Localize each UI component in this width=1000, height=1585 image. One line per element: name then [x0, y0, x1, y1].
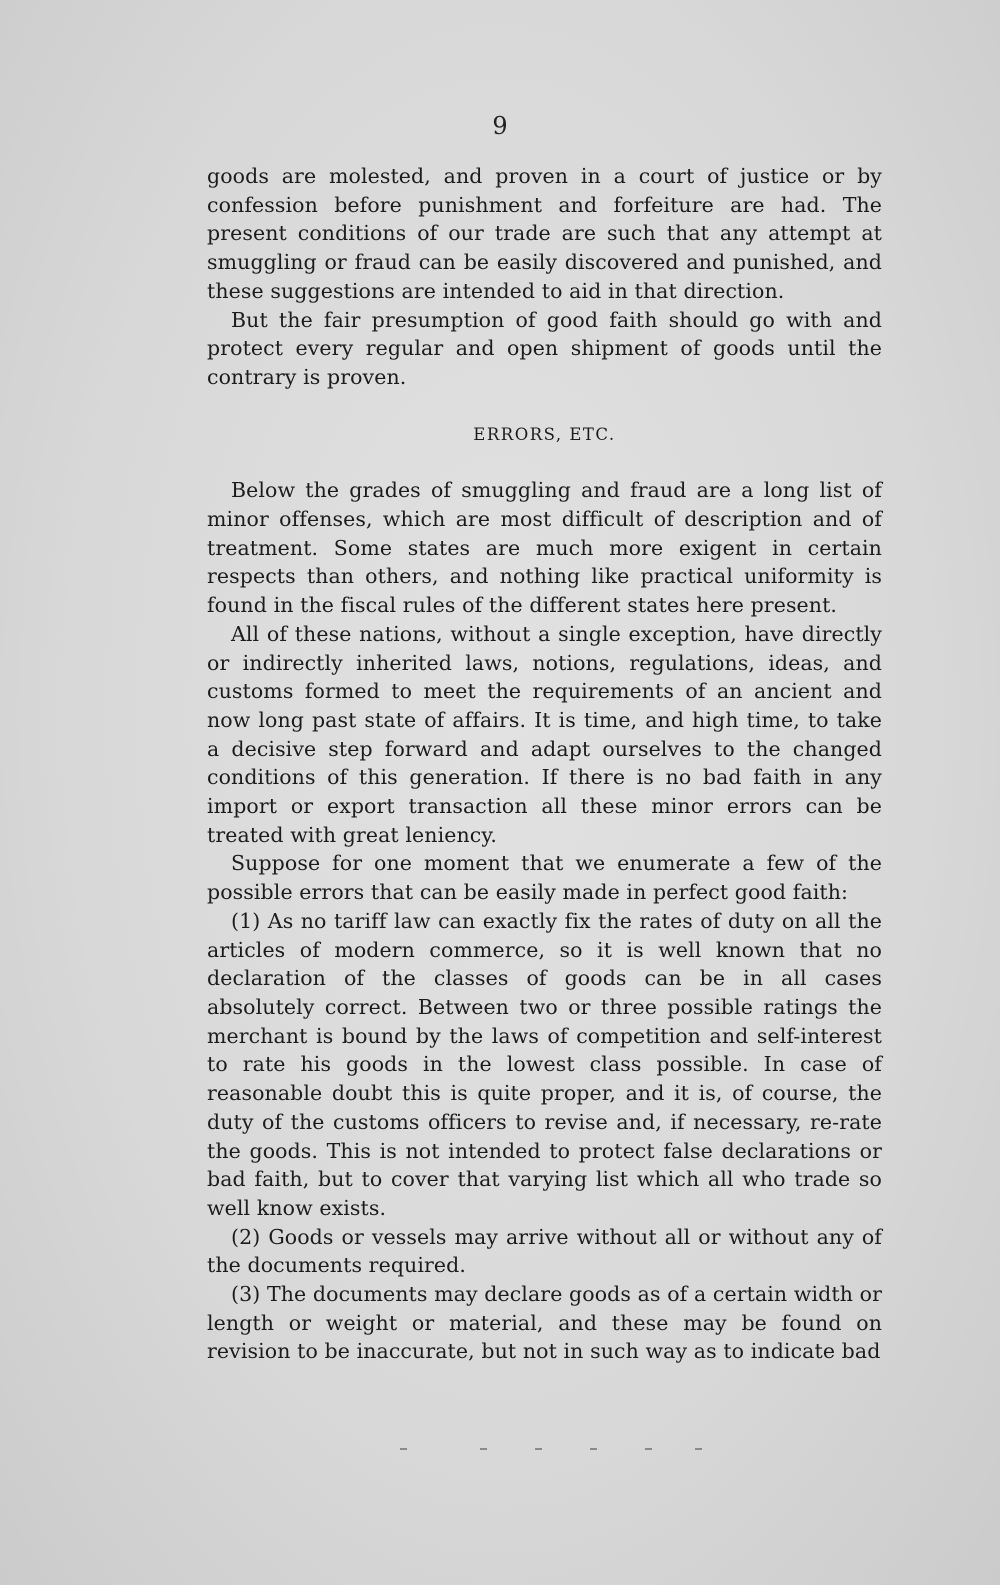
- speck: [695, 1448, 702, 1450]
- speck: [400, 1448, 407, 1450]
- print-specks: [390, 1440, 720, 1460]
- speck: [535, 1448, 542, 1450]
- section-heading: ERRORS, ETC.: [473, 424, 616, 444]
- paragraph-nations: All of these nations, without a single exception, have directly or indirectly inherited laws, notions, regulations, ideas, and customs formed to meet the requirements of an ancient and now long past state of affairs. It is time, and high time, to take a decisive step forward and adapt ourselves to the changed conditions of this generation. If there is no bad faith in any import or export transaction all these minor errors can be treated with great leniency.: [207, 621, 882, 847]
- paragraph-fair-presumption: But the fair presumption of good faith should go with and protect every regular and open shipment of goods until the contrary is proven.: [207, 307, 882, 389]
- speck: [480, 1448, 487, 1450]
- paragraph-suppose: Suppose for one moment that we enumerate a few of the possible errors that can be easily made in perfect good faith:: [207, 851, 882, 905]
- paragraph-item-2: (2) Goods or vessels may arrive without all or without any of the documents required.: [207, 1224, 882, 1278]
- speck: [590, 1448, 597, 1450]
- paragraph-item-1: (1) As no tariff law can exactly fix the rates of duty on all the articles of modern commerce, so it is well known that no declaration of the classes of goods can be in all cases absolutely correct. Between two or three possible ratings the merchant is bound by the laws of competition and self-interest to rate his goods in the lowest class possible. In case of reasonable doubt this is quite proper, and it is, of course, the duty of the customs officers to revise and, if necessary, re-rate the goods. This is not intended to protect false declarations or bad faith, but to cover that varying list which all who trade so well know exists.: [207, 908, 882, 1220]
- body-text: [207, 162, 882, 1366]
- paragraph-goods-molested: goods are molested, and proven in a court of justice or by confession before punishment and forfeiture are had. The present conditions of our trade are such that any attempt at smuggling or fraud can be easily discovered and punished, and these suggestions are intended to aid in that direction.: [207, 164, 882, 303]
- paragraph-minor-offenses: Below the grades of smuggling and fraud are a long list of minor offenses, which are most difficult of description and of treatment. Some states are much more exigent in certain respects than others, and nothing like practical uniformity is found in the fiscal rules of the different states here present.: [207, 478, 882, 618]
- speck: [645, 1448, 652, 1450]
- page-number: 9: [492, 112, 508, 140]
- paragraph-item-3: (3) The documents may declare goods as of a certain width or length or weight or material, and these may be found on revision to be inaccurate, but not in such way as to indicate bad: [207, 1282, 882, 1364]
